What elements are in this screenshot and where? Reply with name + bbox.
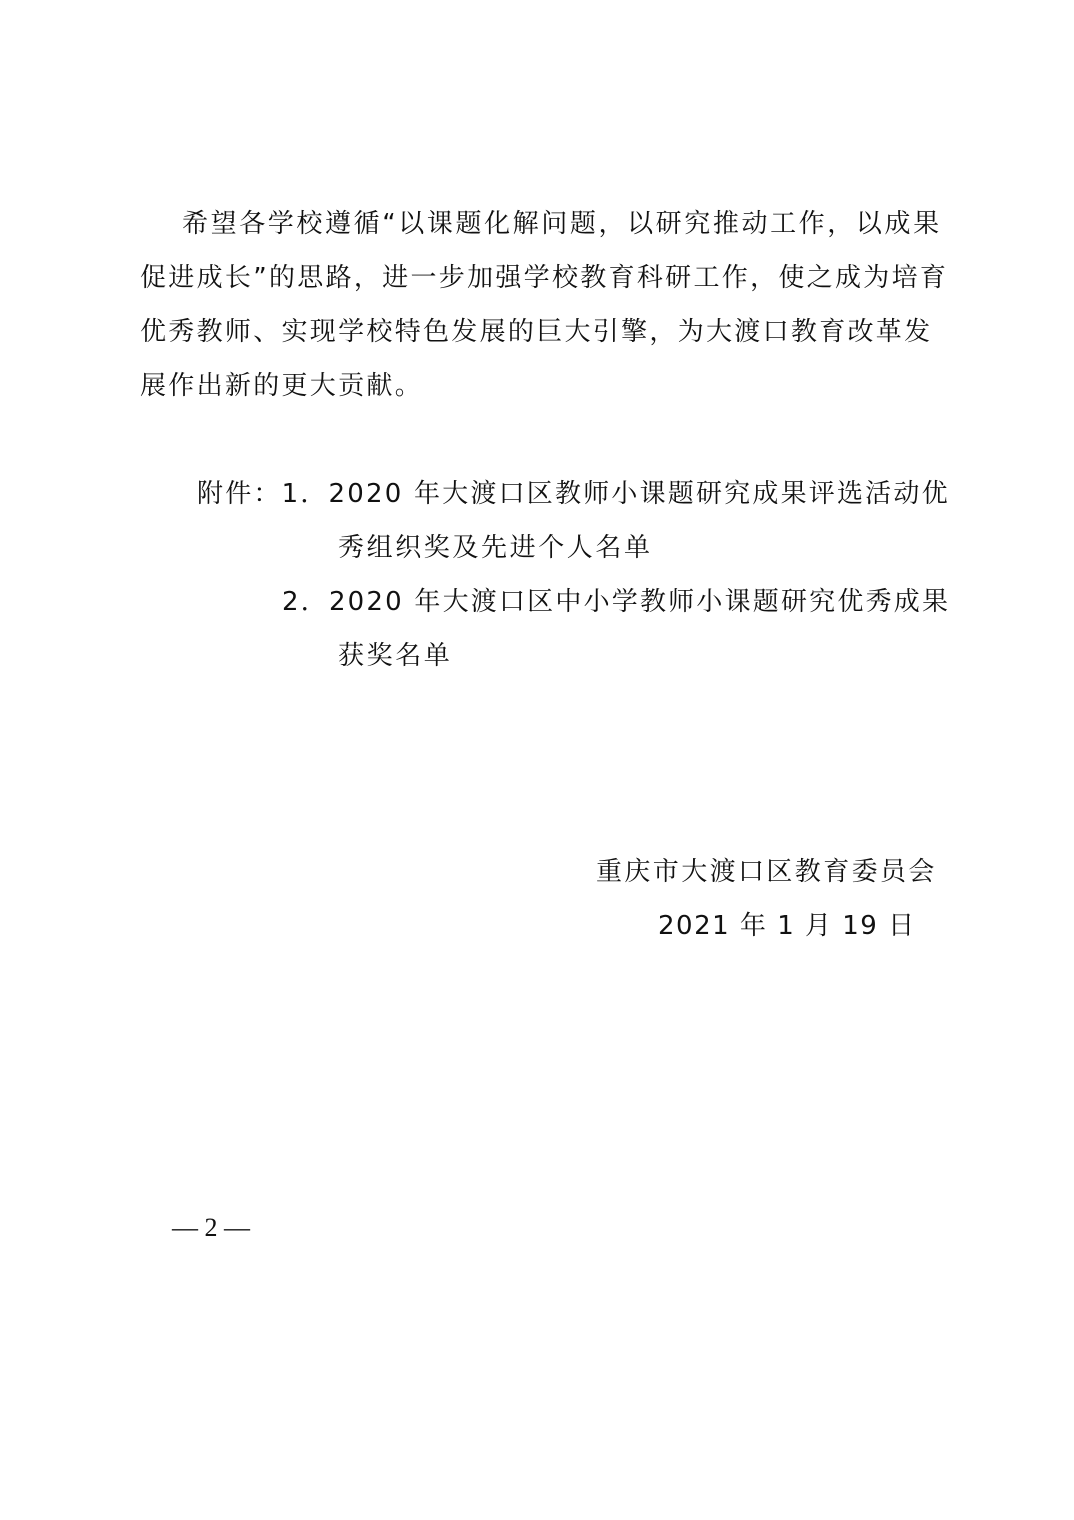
- body-paragraph-line: 优秀教师、实现学校特色发展的巨大引擎，为大渡口教育改革发: [140, 317, 933, 347]
- attachment-item-1-continuation: 秀组织奖及先进个人名单: [338, 533, 653, 563]
- body-paragraph-line: 希望各学校遵循“以课题化解问题，以研究推动工作，以成果: [182, 209, 942, 239]
- attachment-item-2-continuation: 获奖名单: [338, 641, 453, 671]
- body-paragraph-line: 促进成长”的思路，进一步加强学校教育科研工作，使之成为培育: [140, 263, 949, 293]
- attachment-item-1: 附件：1．2020 年大渡口区教师小课题研究成果评选活动优: [197, 479, 950, 509]
- issue-date: 2021 年 1 月 19 日: [658, 911, 916, 941]
- issuing-authority: 重庆市大渡口区教育委员会: [596, 857, 937, 887]
- attachment-item-2: 2．2020 年大渡口区中小学教师小课题研究优秀成果: [282, 587, 951, 617]
- page-number: — 2 —: [172, 1213, 250, 1242]
- body-paragraph-line: 展作出新的更大贡献。: [140, 371, 424, 401]
